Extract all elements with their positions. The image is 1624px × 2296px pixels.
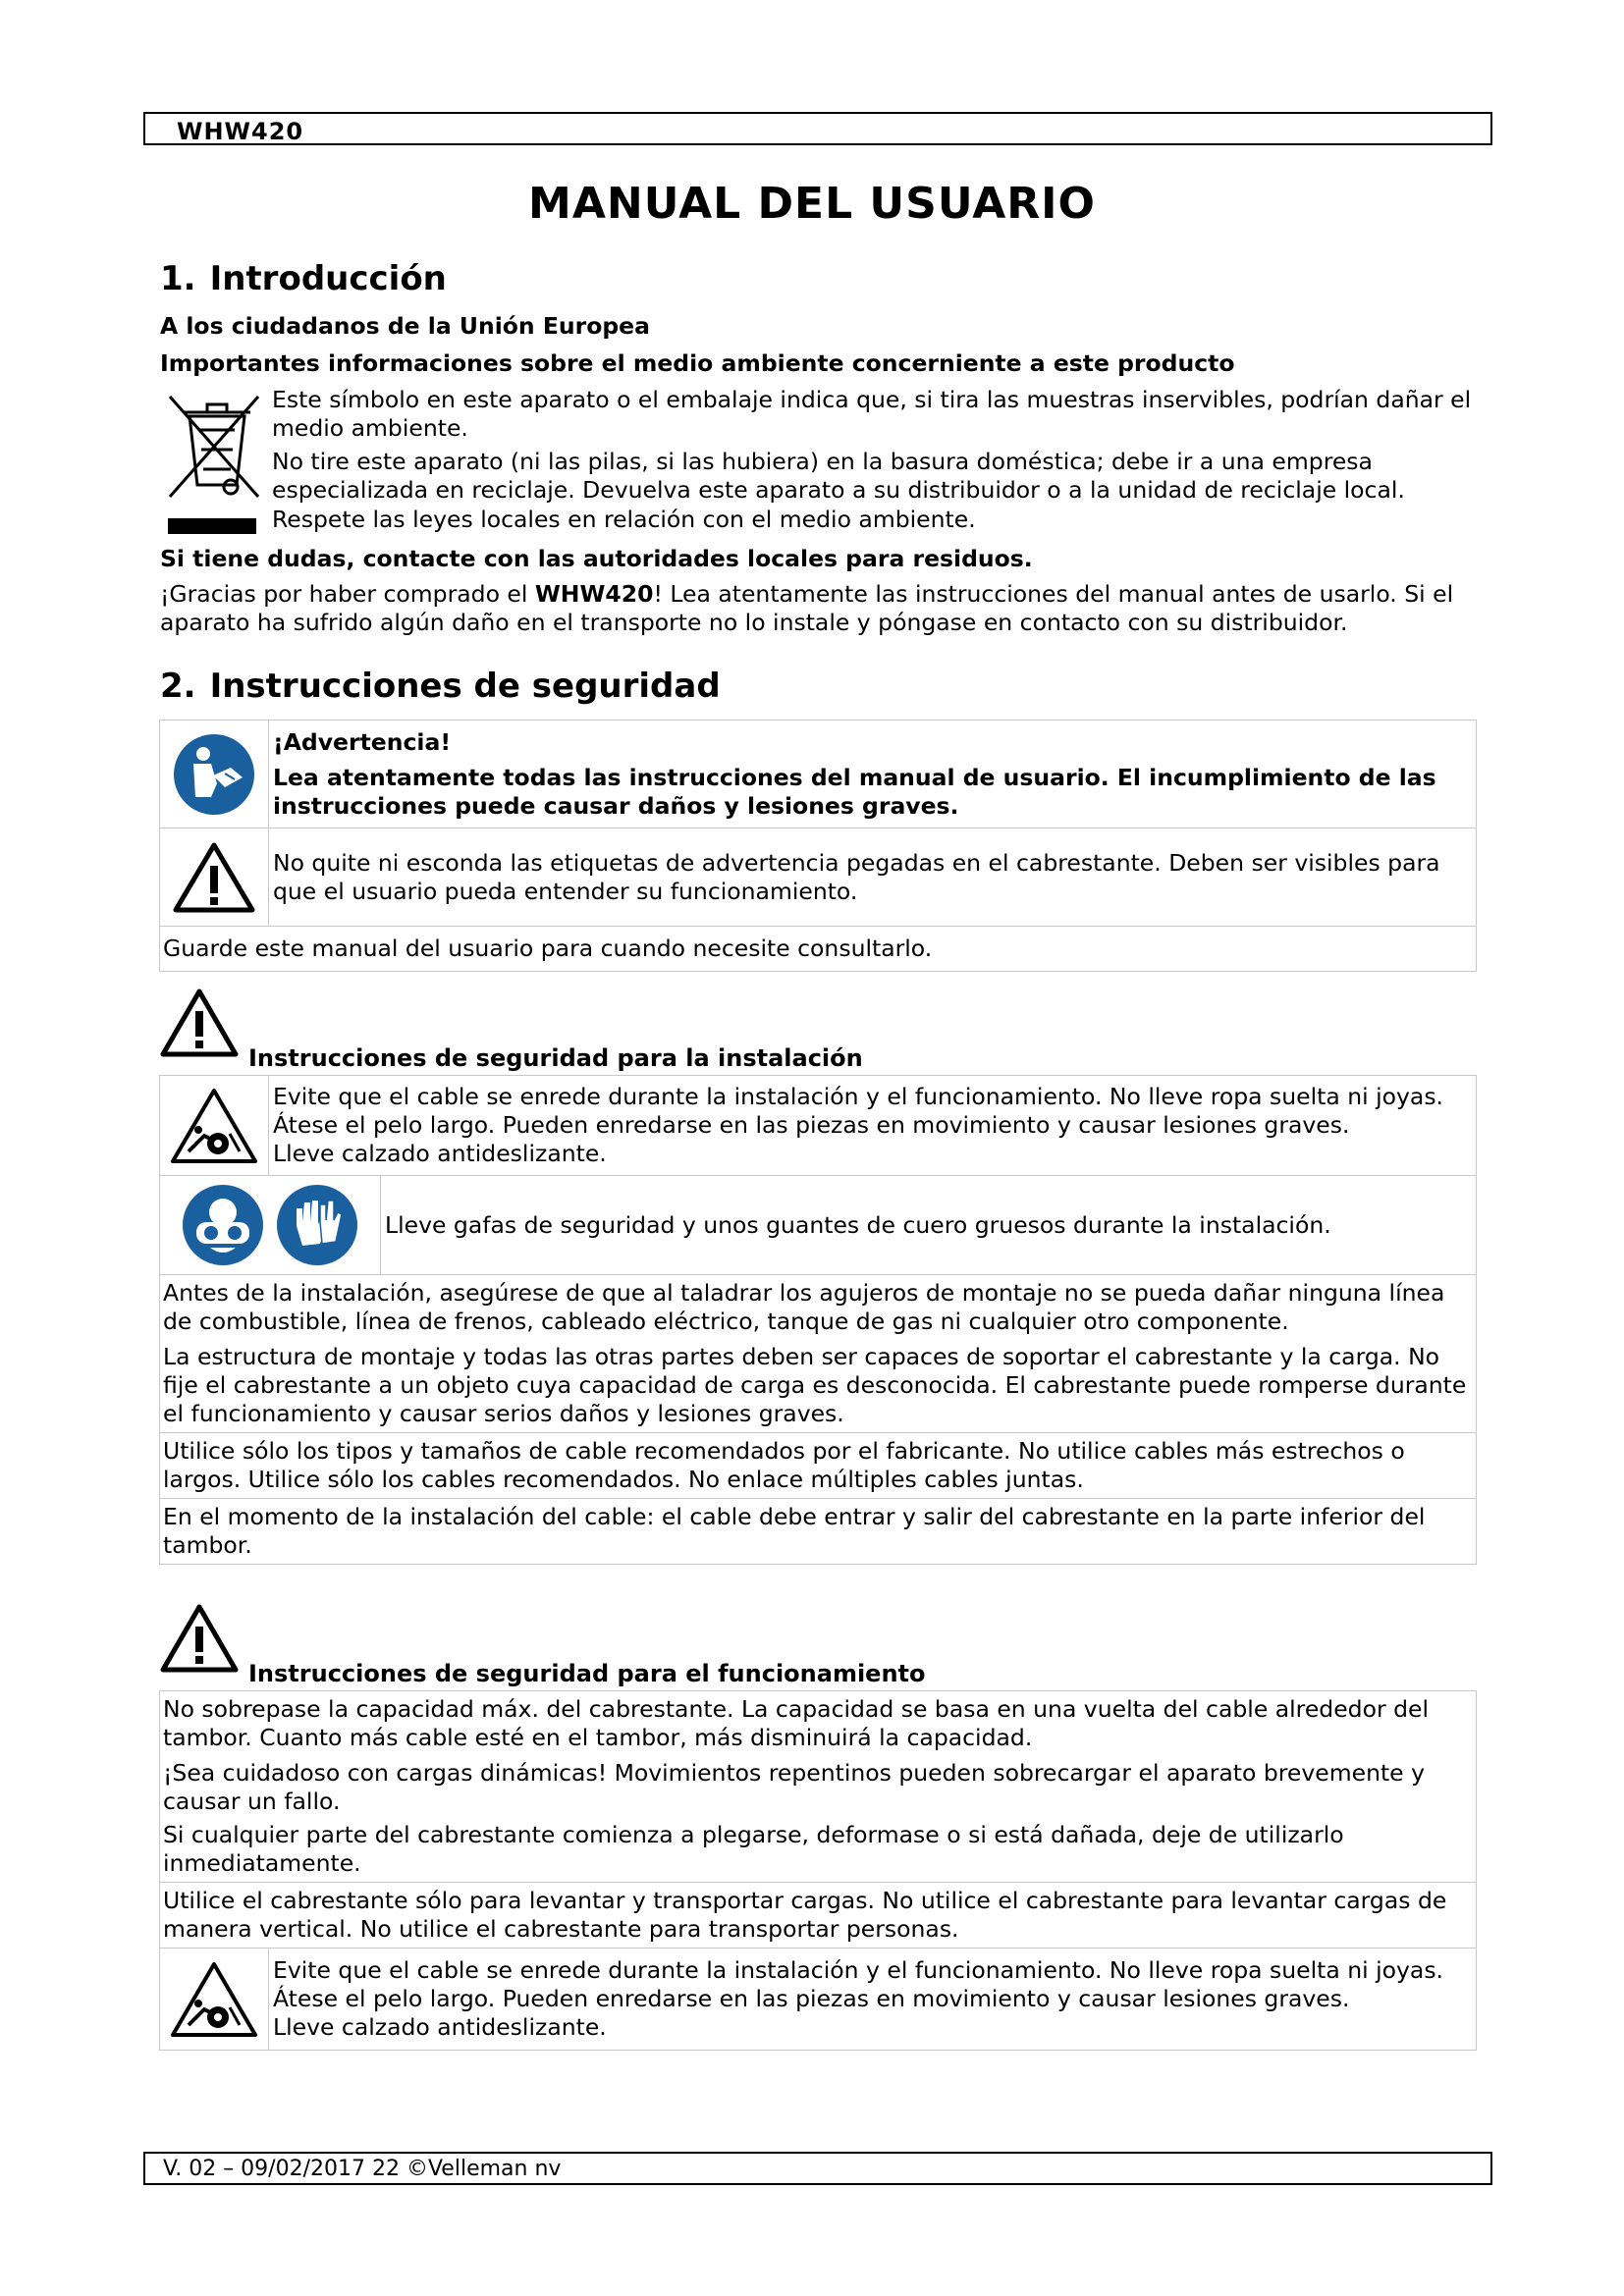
weee-text-3: Respete las leyes locales en relación con el medio ambiente.: [272, 506, 976, 533]
protective-gloves-icon: [275, 1183, 359, 1267]
table-row: [160, 828, 1477, 927]
warning-cell: [269, 721, 1477, 828]
table-row: [160, 1691, 1477, 1883]
capacity-text: No sobrepase la capacidad máx. del cabrestante. La capacidad se basa en una vuelta del cable alrededor del tambor. Cuanto más cable esté en el tambor, más disminuirá la capacidad.: [163, 1695, 1429, 1751]
usage-text: Utilice el cabrestante sólo para levantar y transportar cargas. No utilice el cabrestante para levantar cargas de manera vertical. No utilice el cabrestante para transportar personas.: [160, 1883, 1477, 1949]
table-row: [160, 1949, 1477, 2051]
weee-text-2: No tire este aparato (ni las pilas, si las hubiera) en la basura doméstica; debe ir a una empresa especializada en reciclaje. Devuelva este aparato a su distribuidor o a la unidad de reciclaje local.: [272, 448, 1405, 504]
page-title: MANUAL DEL USUARIO: [528, 179, 1096, 229]
thanks-model: WHW420: [534, 580, 654, 608]
section-intro-heading: [160, 259, 447, 298]
section-title: Introducción: [209, 259, 447, 298]
header-model: WHW420: [177, 118, 304, 145]
installation-heading: [159, 988, 863, 1072]
capacity-cell: [160, 1691, 1477, 1883]
dynamic-text: ¡Sea cuidadoso con cargas dinámicas! Movimientos repentinos pueden sobrecargar el aparato brevemente y causar un fallo.: [163, 1759, 1426, 1815]
entangle-line-3: Lleve calzado antideslizante.: [273, 1140, 607, 1167]
eu-title: A los ciudadanos de la Unión Europea: [160, 312, 650, 340]
installation-title: Instrucciones de seguridad para la instalación: [248, 1044, 863, 1072]
doubts-text: Si tiene dudas, contacte con las autoridades locales para residuos.: [160, 545, 1033, 572]
labels-text: No quite ni esconda las etiquetas de advertencia pegadas en el cabrestante. Deben ser visibles para que el usuario pueda entender su funcionamiento.: [269, 828, 1477, 927]
warning-title: ¡Advertencia!: [273, 727, 452, 756]
warning-triangle-icon: [160, 828, 269, 927]
entanglement-hazard-icon: [160, 1076, 269, 1176]
section-safety-heading: [160, 667, 721, 706]
section-number: 2.: [160, 667, 196, 706]
operation-heading: [159, 1603, 926, 1687]
drill-structure-cell: [160, 1275, 1477, 1433]
safety-table: [159, 720, 1477, 972]
drill-text: Antes de la instalación, asegúrese de que al taladrar los agujeros de montaje no se pueda dañar ninguna línea de combustible, línea de frenos, cableado eléctrico, tanque de gas ni cualquier otro componente.: [163, 1279, 1445, 1335]
safety-goggles-icon: [181, 1183, 265, 1267]
weee-text-1: Este símbolo en este aparato o el embalaje indica que, si tira las muestras inservibles, podrían dañar el medio ambiente.: [272, 386, 1472, 442]
table-row: [160, 1176, 1477, 1275]
entangle-cell: [269, 1076, 1477, 1176]
weee-bin-icon: [162, 391, 262, 536]
table-row: [160, 927, 1477, 972]
entanglement-hazard-icon: [160, 1949, 269, 2051]
entangle-line-2: Átese el pelo largo. Pueden enredarse en las piezas en movimiento y causar lesiones graves.: [273, 1985, 1350, 2012]
env-title: Importantes informaciones sobre el medio ambiente concerniente a este producto: [160, 349, 1235, 377]
table-row: [160, 1076, 1477, 1176]
operation-table: [159, 1690, 1477, 2051]
entangle-line-2: Átese el pelo largo. Pueden enredarse en las piezas en movimiento y causar lesiones graves.: [273, 1111, 1350, 1139]
warning-triangle-icon: [159, 1603, 240, 1674]
installation-table: [159, 1075, 1477, 1176]
page-header: [143, 112, 1492, 145]
section-title: Instrucciones de seguridad: [209, 667, 721, 706]
thanks-text: ¡Gracias por haber comprado el WHW420! Lea atentamente las instrucciones del manual antes de usarlo. Si el aparato ha sufrido algún daño en el transporte no lo instale y póngase en contacto con su distribuidor.: [160, 580, 1454, 636]
entangle-line-1: Evite que el cable se enrede durante la instalación y el funcionamiento. No lleve ropa suelta ni joyas.: [273, 1956, 1444, 1984]
entangle-line-1: Evite que el cable se enrede durante la instalación y el funcionamiento. No lleve ropa suelta ni joyas.: [273, 1083, 1444, 1110]
keep-manual-text: Guarde este manual del usuario para cuando necesite consultarlo.: [160, 927, 1477, 972]
table-row: [160, 1499, 1477, 1565]
warning-triangle-icon: [159, 988, 240, 1058]
page-footer: [143, 2152, 1492, 2185]
table-row: [160, 721, 1477, 828]
bent-text: Si cualquier parte del cabrestante comienza a plegarse, deformase o si está dañada, deje de utilizarlo inmediatamente.: [163, 1821, 1344, 1877]
structure-text: La estructura de montaje y todas las otras partes deben ser capaces de soportar el cabrestante y la carga. No fije el cabrestante a un objeto cuya capacidad de carga es desconocida. El cabrestante puede romperse durante el funcionamiento y causar serios daños y lesiones graves.: [163, 1343, 1467, 1427]
table-row: [160, 1275, 1477, 1433]
entangle-line-3: Lleve calzado antideslizante.: [273, 2013, 607, 2041]
table-row: [160, 1883, 1477, 1949]
ppe-text: Lleve gafas de seguridad y unos guantes de cuero gruesos durante la instalación.: [381, 1176, 1477, 1275]
footer-text: V. 02 – 09/02/2017 22 ©Velleman nv: [163, 2157, 562, 2181]
warning-text: Lea atentamente todas las instrucciones del manual de usuario. El incumplimiento de las instrucciones puede causar daños y lesiones graves.: [273, 763, 1436, 820]
entangle-cell: [269, 1949, 1477, 2051]
cable-install-text: En el momento de la instalación del cable: el cable debe entrar y salir del cabrestante en la parte inferior del tambor.: [160, 1499, 1477, 1565]
table-row: [160, 1433, 1477, 1499]
read-manual-icon: [160, 721, 269, 828]
ppe-icons-cell: [160, 1176, 381, 1275]
operation-title: Instrucciones de seguridad para el funcionamiento: [248, 1660, 926, 1687]
ppe-table: [159, 1175, 1477, 1565]
cable-types-text: Utilice sólo los tipos y tamaños de cable recomendados por el fabricante. No utilice cables más estrechos o largos. Utilice sólo los cables recomendados. No enlace múltiples cables juntas.: [160, 1433, 1477, 1499]
section-number: 1.: [160, 259, 196, 298]
